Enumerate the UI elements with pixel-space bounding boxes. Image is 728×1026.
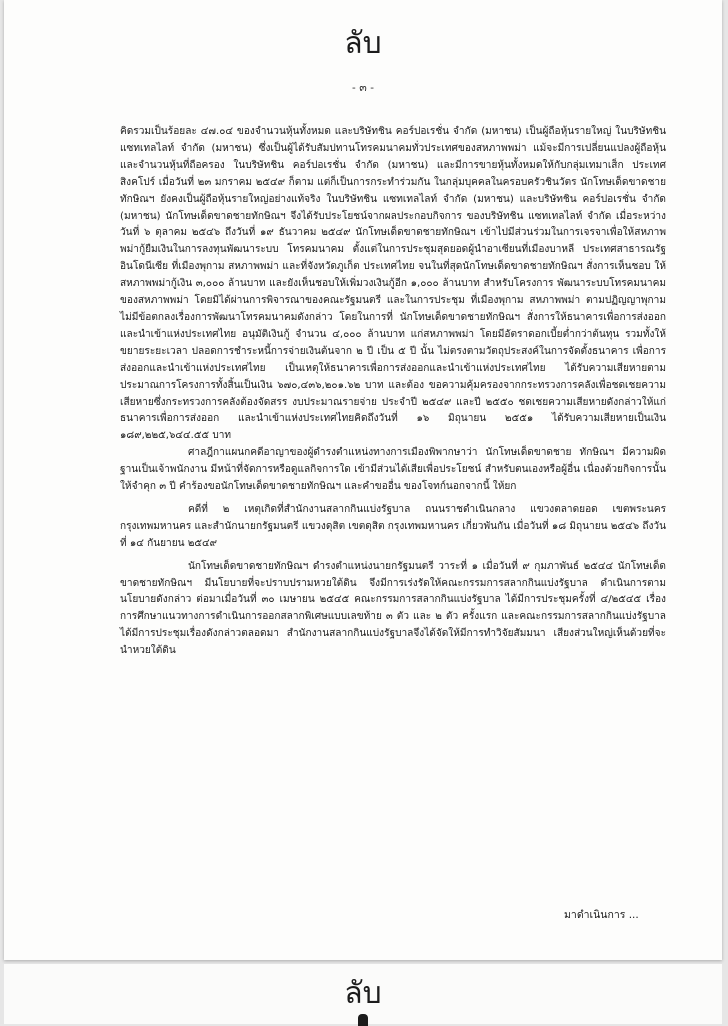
document-body	[120, 124, 666, 660]
paragraph-2: ศาลฎีกาแผนกคดีอาญาของผู้ดำรงตำแหน่งทางการเมืองพิพากษาว่า นักโทษเด็ดขาดชาย ทักษิณฯ มีความผิดฐานเป็นเจ้าพนักงาน มีหน้าที่จัดการหรือดูแลกิจการใด เข้ามีส่วนได้เสียเพื่อประโยชน์ สำหรับตนเองหรือผู้อื่น เนื่องด้วยกิจการนั้น ให้จำคุก ๓ ปี คำร้องขอนักโทษเด็ดขาดชายทักษิณฯ และคำขออื่น ของโจทก์นอกจากนี้ ให้ยก	[120, 447, 666, 493]
paragraph-1: คิดรวมเป็นร้อยละ ๔๗.๐๔ ของจำนวนหุ้นทั้งหมด และบริษัทชิน คอร์ปอเรชั่น จำกัด (มหาชน) เป็นผู้ถือหุ้นรายใหญ่ ในบริษัทชิน แซทเทลไลท์ จำกัด (มหาชน) ซึ่งเป็นผู้ได้รับสัมปทานโทรคมนาคมทั่วประเทศของสหภาพพม่า แม้จะมีการเปลี่ยนแปลงผู้ถือหุ้นและจำนวนหุ้นที่ถือครอง ในบริษัทชิน คอร์ปอเรชั่น จำกัด (มหาชน) และมีการขายหุ้นทั้งหมดให้กับกลุ่มเทมาเส็ก ประเทศสิงคโปร์ เมื่อวันที่ ๒๓ มกราคม ๒๕๔๙ ก็ตาม แต่ก็เป็นการกระทำร่วมกัน ในกลุ่มบุคคลในครอบครัวชินวัตร นักโทษเด็ดขาดชาย ทักษิณฯ ยังคงเป็นผู้ถือหุ้นรายใหญ่อย่างแท้จริง ในบริษัทชิน แซทเทลไลท์ จำกัด (มหาชน) และบริษัทชิน คอร์ปอเรชั่น จำกัด (มหาชน) นักโทษเด็ดขาดชายทักษิณฯ จึงได้รับประโยชน์จากผลประกอบกิจการ ของบริษัทชิน แซทเทลไลท์ จำกัด เมื่อระหว่างวันที่ ๖ ตุลาคม ๒๕๔๖ ถึงวันที่ ๑๙ ธันวาคม ๒๕๔๙ นักโทษเด็ดขาดชายทักษิณฯ เข้าไปมีส่วนร่วมในการเจรจาเพื่อให้สหภาพพม่ากู้ยืมเงินในการลงทุนพัฒนาระบบ โทรคมนาคม ตั้งแต่ในการประชุมสุดยอดผู้นำอาเซียนที่เมืองบาหลี ประเทศสาธารณรัฐอินโดนีเซีย ที่เมืองพุกาม สหภาพพม่า และที่จังหวัดภูเก็ต ประเทศไทย จนในที่สุดนักโทษเด็ดขาดชายทักษิณฯ สั่งการเห็นชอบ ให้สหภาพพม่ากู้เงิน ๓,๐๐๐ ล้านบาท และยังเห็นชอบให้เพิ่มวงเงินกู้อีก ๑,๐๐๐ ล้านบาท สำหรับโครงการ พัฒนาระบบโทรคมนาคมของสหภาพพม่า โดยมิได้ผ่านการพิจารณาของคณะรัฐมนตรี และในการประชุม ที่เมืองพุกาม สหภาพพม่า ตามปฏิญญาพุกาม ไม่มีข้อตกลงเรื่องการพัฒนาโทรคมนาคมดังกล่าว โดยในการที่ นักโทษเด็ดขาดชายทักษิณฯ สั่งการให้ธนาคารเพื่อการส่งออกและนำเข้าแห่งประเทศไทย อนุมัติเงินกู้ จำนวน ๔,๐๐๐ ล้านบาท แก่สหภาพพม่า โดยมีอัตราดอกเบี้ยต่ำกว่าต้นทุน รวมทั้งให้ขยายระยะเวลา ปลอดการชำระหนี้การจ่ายเงินต้นจาก ๒ ปี เป็น ๕ ปี นั้น ไม่ตรงตามวัตถุประสงค์ในการจัดตั้งธนาคาร เพื่อการส่งออกและนำเข้าแห่งประเทศไทย เป็นเหตุให้ธนาคารเพื่อการส่งออกและนำเข้าแห่งประเทศไทย ได้รับความเสียหายตามประมาณการโครงการทั้งสิ้นเป็นเงิน ๖๗๐,๔๓๖,๒๐๑.๖๒ บาท และต้อง ขอความคุ้มครองจากกระทรวงการคลังเพื่อชดเชยความเสียหายซึ่งกระทรวงการคลังต้องจัดสรร งบประมาณรายจ่าย ประจำปี ๒๕๔๙ และปี ๒๕๕๐ ชดเชยความเสียหายดังกล่าวให้แก่ธนาคารเพื่อการส่งออก และนำเข้าแห่งประเทศไทยคิดถึงวันที่ ๑๖ มิถุนายน ๒๕๕๑ ได้รับความเสียหายเป็นเงิน ๑๘๙,๒๒๕,๖๔๔.๕๕ บาท	[120, 126, 666, 442]
next-page	[4, 964, 722, 1024]
paragraph-4: นักโทษเด็ดขาดชายทักษิณฯ ดำรงตำแหน่งนายกรัฐมนตรี วาระที่ ๑ เมื่อวันที่ ๙ กุมภาพันธ์ ๒๕๔๔ นักโทษเด็ดขาดชายทักษิณฯ มีนโยบายที่จะปราบปรามหวยใต้ดิน จึงมีการเร่งรัดให้คณะกรรมการสลากกินแบ่งรัฐบาล ดำเนินการตามนโยบายดังกล่าว ต่อมาเมื่อวันที่ ๓๐ เมษายน ๒๕๔๕ คณะกรรมการสลากกินแบ่งรัฐบาล ได้มีการประชุมครั้งที่ ๔/๒๕๔๕ เรื่อง การศึกษาแนวทางการดำเนินการออกสลากพิเศษแบบเลขท้าย ๓ ตัว และ ๒ ตัว ครั้งแรก และคณะกรรมการสลากกินแบ่งรัฐบาลได้มีการประชุมเรื่องดังกล่าวตลอดมา สำนักงานสลากกินแบ่งรัฐบาลจึงได้จัดให้มีการทำวิจัยสัมมนา เสียงส่วนใหญ่เห็นด้วยที่จะนำหวยใต้ดิน	[120, 560, 666, 657]
next-page-classification: ลับ	[344, 976, 382, 1011]
page-number: - ๓ -	[352, 81, 374, 94]
continuation-note: มาดำเนินการ ...	[564, 909, 639, 921]
paragraph-3: คดีที่ ๒ เหตุเกิดที่สำนักงานสลากกินแบ่งรัฐบาล ถนนราชดำเนินกลาง แขวงตลาดยอด เขตพระนคร กรุงเทพมหานคร และสำนักนายกรัฐมนตรี แขวงดุสิต เขตดุสิต กรุงเทพมหานคร เกี่ยวพันกัน เมื่อวันที่ ๑๘ มิถุนายน ๒๕๔๖ ถึงวันที่ ๑๔ กันยายน ๒๕๔๙	[120, 503, 666, 549]
classification-heading: ลับ	[344, 26, 382, 61]
next-page-mark	[358, 1014, 368, 1026]
document-page	[4, 0, 722, 960]
